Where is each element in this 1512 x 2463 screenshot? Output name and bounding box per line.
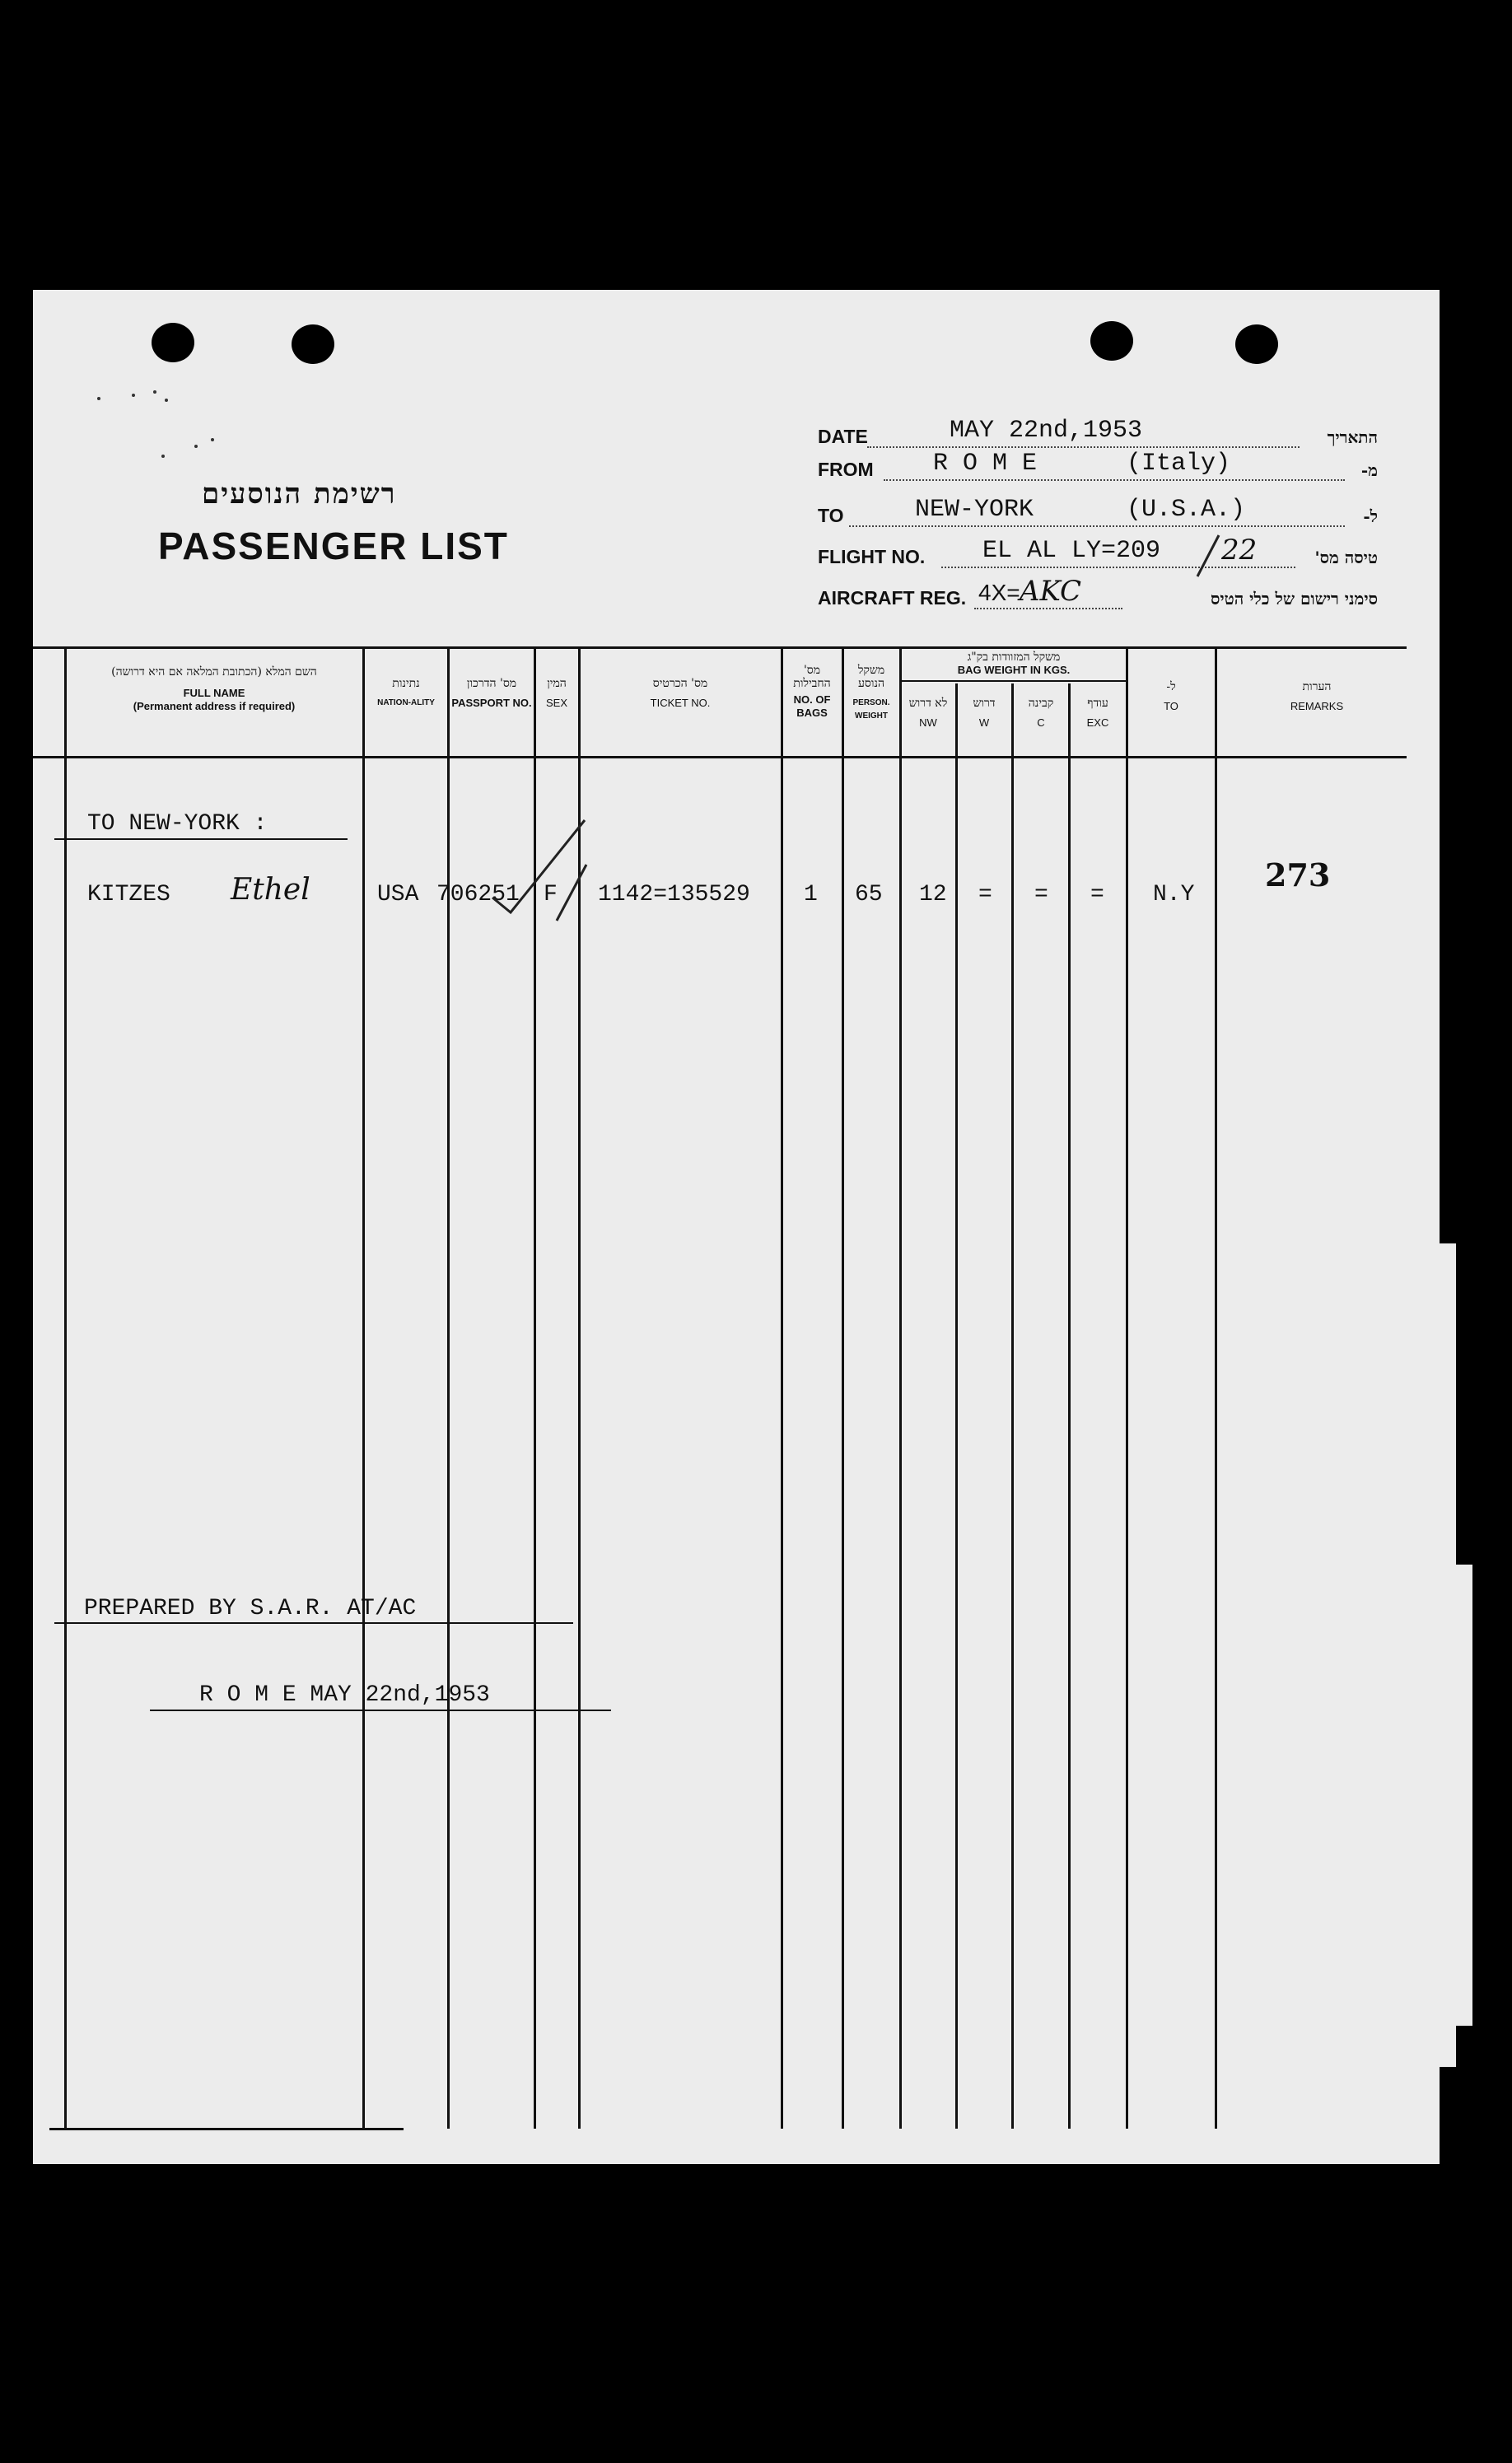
header-ticket <box>581 677 779 710</box>
to-dotted-line <box>849 525 1345 527</box>
flight-handwritten: 22 <box>1221 534 1258 567</box>
punch-hole <box>1090 321 1133 361</box>
col-divider <box>1215 646 1217 2129</box>
passenger-nationality: USA <box>377 882 419 907</box>
speck <box>153 390 156 394</box>
passenger-surname: KITZES <box>87 882 170 907</box>
date-dotted-line <box>867 446 1300 448</box>
header-remarks <box>1218 680 1416 713</box>
section-heading-rule <box>54 838 348 840</box>
header-bags <box>784 664 840 720</box>
col-divider <box>1068 683 1071 2129</box>
header-sex-label: SEX <box>545 697 567 709</box>
header-to-label: TO <box>1164 700 1178 712</box>
header-exc <box>1071 697 1124 730</box>
passenger-weight: 65 <box>855 882 883 907</box>
paper-edge-fold <box>1456 1565 1472 2026</box>
punch-hole <box>292 324 334 364</box>
place-date: R O M E MAY 22nd,1953 <box>199 1682 490 1708</box>
passenger-sex: F <box>544 882 558 907</box>
to-value-country: (U.S.A.) <box>1127 496 1246 524</box>
passenger-w: = <box>978 882 992 907</box>
to-value: NEW-YORK <box>915 496 1034 524</box>
slash-mark <box>1192 532 1225 578</box>
speck <box>132 394 135 397</box>
header-weight <box>845 664 898 723</box>
header-nw-label: NW <box>919 716 937 729</box>
place-date-rule <box>150 1710 611 1711</box>
header-name <box>68 665 361 713</box>
from-label-hebrew: מ- <box>1360 460 1378 480</box>
page-title: PASSENGER LIST <box>158 525 509 567</box>
passenger-to: N.Y <box>1153 882 1195 907</box>
header-exc-label: EXC <box>1086 716 1109 729</box>
header-weight-label: PERSON. WEIGHT <box>852 698 890 721</box>
header-nw <box>903 697 954 730</box>
header-ticket-hebrew: מס' הכרטיס <box>652 677 708 690</box>
header-w-label: W <box>978 716 990 729</box>
bag-weight-rule <box>899 680 1128 682</box>
to-label-hebrew: ל- <box>1363 506 1378 526</box>
punch-hole <box>152 323 194 362</box>
speck <box>165 399 168 402</box>
check-mark <box>486 815 593 931</box>
header-nationality-hebrew: נתינות <box>392 677 420 690</box>
table-header-rule <box>33 756 1407 758</box>
header-bag-weight-hebrew: משקל המזוודות בק"ג <box>967 651 1061 664</box>
header-bags-hebrew: מס' החבילות <box>793 664 831 690</box>
header-exc-hebrew: עודף <box>1087 697 1108 710</box>
passenger-c: = <box>1034 882 1048 907</box>
col-divider <box>842 646 844 2129</box>
from-value: R O M E <box>933 450 1038 478</box>
header-bag-weight-label: BAG WEIGHT IN KGS. <box>957 664 1071 676</box>
date-label: DATE <box>818 426 868 447</box>
header-ticket-label: TICKET NO. <box>650 697 711 709</box>
header-w-hebrew: דרוש <box>973 697 996 710</box>
col-divider <box>362 646 365 2129</box>
header-bag-weight <box>903 651 1125 677</box>
aircraft-label-hebrew: סימני רישום של כלי הטיס <box>1211 589 1378 609</box>
header-name-label: FULL NAME <box>183 687 245 699</box>
flight-label: FLIGHT NO. <box>818 546 926 567</box>
paper-edge <box>1440 1243 1456 2067</box>
date-field <box>818 418 1378 451</box>
header-weight-hebrew: משקל הנוסע <box>857 664 885 690</box>
date-label-hebrew: התאריך <box>1327 427 1378 447</box>
prepared-by-rule <box>54 1622 573 1624</box>
passenger-first-name-handwritten: Ethel <box>231 873 310 907</box>
aircraft-handwritten: AKC <box>1020 575 1082 608</box>
date-value: MAY 22nd,1953 <box>950 417 1143 445</box>
col-divider <box>1011 683 1014 2129</box>
speck <box>161 455 165 458</box>
col-divider <box>1126 646 1128 2129</box>
header-nationality-label: NATION-ALITY <box>377 698 435 707</box>
header-name-sub: (Permanent address if required) <box>133 700 296 712</box>
header-sex-hebrew: המין <box>547 677 567 690</box>
col-divider <box>899 646 902 2129</box>
table-top-rule <box>33 646 1407 649</box>
speck <box>211 438 214 441</box>
punch-hole <box>1235 324 1278 364</box>
to-field <box>818 497 1378 530</box>
remarks-stamp: 273 <box>1265 856 1331 893</box>
flight-value: EL AL LY=209 <box>982 537 1161 565</box>
aircraft-value: 4X= <box>978 580 1020 605</box>
col-divider <box>955 683 958 2129</box>
header-name-hebrew: השם המלא (הכתובת המלאה אם היא דרושה) <box>111 665 317 679</box>
header-nationality <box>366 677 446 710</box>
passenger-nw: 12 <box>919 882 947 907</box>
col-divider <box>447 646 450 2129</box>
header-remarks-hebrew: הערות <box>1302 680 1332 693</box>
from-value-country: (Italy) <box>1127 450 1231 478</box>
from-field <box>818 451 1378 484</box>
speck <box>97 397 100 400</box>
header-passport-hebrew: מס' הדרכון <box>466 677 517 690</box>
flight-dotted-line <box>941 567 1295 568</box>
header-sex <box>536 677 577 710</box>
header-passport-label: PASSPORT NO. <box>451 697 532 709</box>
to-label: TO <box>818 505 844 526</box>
speck <box>194 445 198 448</box>
header-to <box>1129 680 1213 713</box>
from-label: FROM <box>818 459 874 480</box>
header-bags-label: NO. OF BAGS <box>793 693 831 719</box>
passenger-ticket: 1142=135529 <box>598 882 750 907</box>
header-passport <box>450 677 533 710</box>
header-w <box>959 697 1010 730</box>
from-dotted-line <box>884 479 1345 481</box>
table-bottom-rule <box>49 2128 404 2130</box>
header-c <box>1015 697 1067 730</box>
passenger-exc: = <box>1090 882 1104 907</box>
header-c-hebrew: קבינה <box>1028 697 1054 710</box>
aircraft-label: AIRCRAFT REG. <box>818 587 967 609</box>
prepared-by: PREPARED BY S.A.R. AT/AC <box>84 1596 417 1621</box>
col-divider <box>781 646 783 2129</box>
passenger-passport: 706251 <box>436 882 520 907</box>
header-c-label: C <box>1037 716 1045 729</box>
flight-label-hebrew: טיסה מס' <box>1314 548 1378 567</box>
col-divider <box>64 646 67 2129</box>
title-hebrew: רשימת הנוסעים <box>202 478 397 511</box>
header-to-hebrew: ל- <box>1166 680 1176 693</box>
section-heading: TO NEW-YORK : <box>87 811 268 837</box>
passenger-bags: 1 <box>804 882 818 907</box>
header-nw-hebrew: לא דרוש <box>908 697 948 710</box>
header-remarks-label: REMARKS <box>1290 700 1344 712</box>
flight-field <box>818 534 1378 571</box>
aircraft-dotted-line <box>974 608 1122 609</box>
aircraft-field <box>818 575 1378 613</box>
